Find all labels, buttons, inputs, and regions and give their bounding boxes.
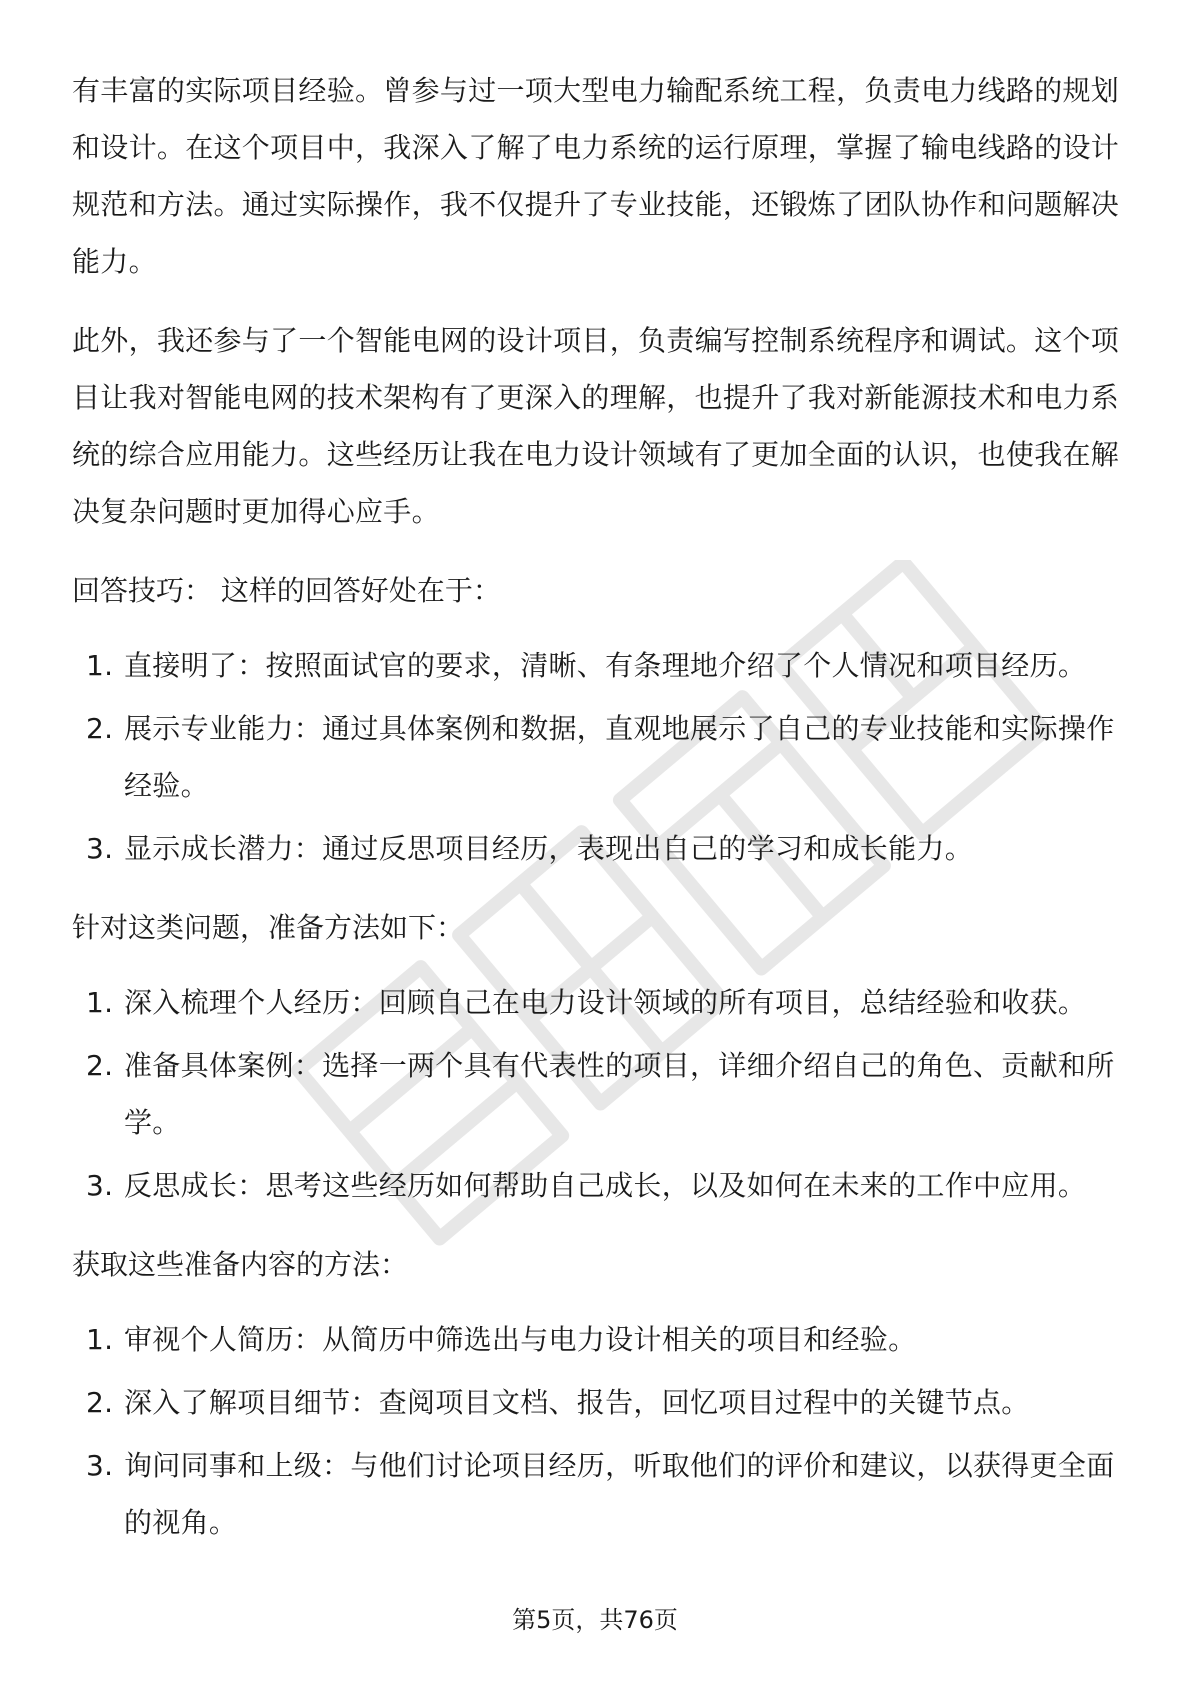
list-item: 3. 询问同事和上级：与他们讨论项目经历，听取他们的评价和建议，以获得更全面的视角。 bbox=[86, 1449, 1115, 1539]
prepare-heading: 针对这类问题，准备方法如下： bbox=[72, 911, 465, 944]
paragraph-project-experience: 有丰富的实际项目经验。曾参与过一项大型电力输配系统工程，负责电力线路的规划和设计。在这个项目中，我深入了解了电力系统的运行原理，掌握了输电线路的设计规范和方法。通过实际操作，我不仅提升了专业技能，还锻炼了团队协作和问题解决能力。 bbox=[72, 74, 1120, 278]
list-item: 2. 深入了解项目细节：查阅项目文档、报告，回忆项目过程中的关键节点。 bbox=[86, 1386, 1030, 1419]
list-item: 3. 反思成长：思考这些经历如何帮助自己成长，以及如何在未来的工作中应用。 bbox=[86, 1169, 1087, 1202]
list-item: 2. 准备具体案例：选择一两个具有代表性的项目，详细介绍自己的角色、贡献和所学。 bbox=[86, 1049, 1115, 1139]
paragraph-smart-grid: 此外，我还参与了一个智能电网的设计项目，负责编写控制系统程序和调试。这个项目让我对智能电网的技术架构有了更深入的理解，也提升了我对新能源技术和电力系统的综合应用能力。这些经历让我在电力设计领域有了更加全面的认识，也使我在解决复杂问题时更加得心应手。 bbox=[72, 324, 1120, 528]
obtain-list bbox=[72, 1311, 1122, 1551]
prepare-list bbox=[72, 974, 1122, 1214]
list-item: 1. 直接明了：按照面试官的要求，清晰、有条理地介绍了个人情况和项目经历。 bbox=[86, 649, 1087, 682]
tips-heading: 回答技巧： 这样的回答好处在于： bbox=[72, 574, 501, 607]
list-item: 1. 审视个人简历：从简历中筛选出与电力设计相关的项目和经验。 bbox=[86, 1323, 917, 1356]
page-footer: 第5页，共76页 bbox=[512, 1606, 678, 1634]
tips-list bbox=[72, 637, 1122, 877]
obtain-heading: 获取这些准备内容的方法： bbox=[72, 1248, 409, 1281]
list-item: 2. 展示专业能力：通过具体案例和数据，直观地展示了自己的专业技能和实际操作经验。 bbox=[86, 712, 1115, 802]
list-item: 3. 显示成长潜力：通过反思项目经历，表现出自己的学习和成长能力。 bbox=[86, 832, 974, 865]
list-item: 1. 深入梳理个人经历：回顾自己在电力设计领域的所有项目，总结经验和收获。 bbox=[86, 986, 1087, 1019]
page-content bbox=[72, 62, 1122, 1573]
